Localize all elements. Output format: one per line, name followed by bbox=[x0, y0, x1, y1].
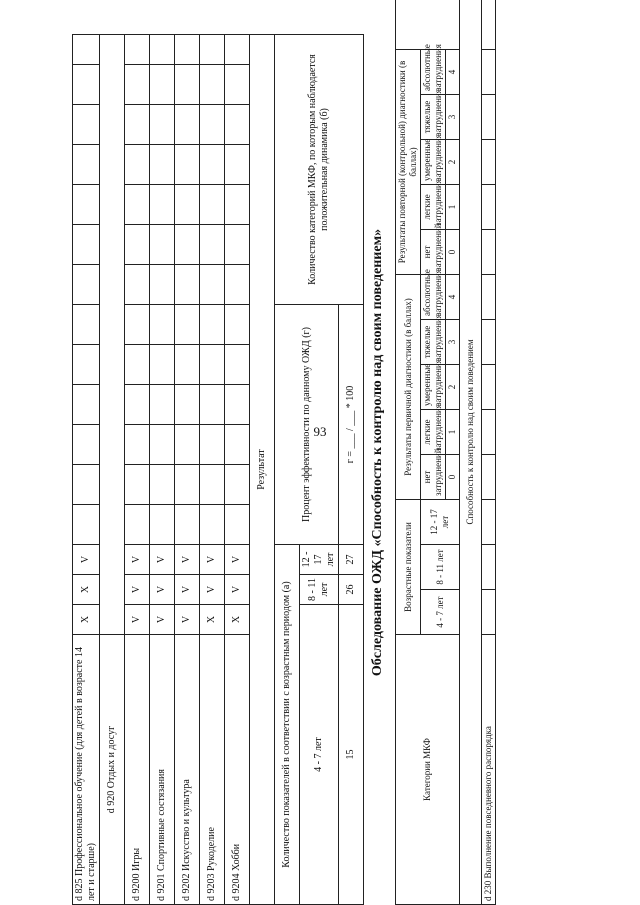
activity-empty-cell bbox=[150, 185, 175, 225]
survey-empty-cell bbox=[482, 320, 496, 365]
activity-empty-cell bbox=[225, 265, 250, 305]
activity-row bbox=[125, 35, 150, 905]
survey-empty-cell bbox=[482, 545, 496, 590]
activity-empty-cell bbox=[175, 265, 200, 305]
header-primary: Результаты первичной диагностики (в баллах) bbox=[396, 274, 421, 499]
age-value: 15 bbox=[339, 605, 364, 905]
survey-table bbox=[395, 0, 496, 905]
survey-empty-cell bbox=[482, 274, 496, 319]
survey-row-label: d 230 Выполнение повседневного распорядка bbox=[482, 635, 496, 905]
activity-empty-cell bbox=[73, 265, 100, 305]
activity-row bbox=[150, 35, 175, 905]
activity-empty-cell bbox=[150, 145, 175, 185]
activity-empty-cell bbox=[150, 385, 175, 425]
score-label: легкие затруднения bbox=[421, 410, 446, 455]
result-row bbox=[275, 35, 300, 905]
activity-empty-cell bbox=[125, 145, 150, 185]
formula: г = ___ / ___ * 100 bbox=[339, 305, 364, 545]
activity-empty-cell bbox=[125, 505, 150, 545]
activity-empty-cell bbox=[175, 425, 200, 465]
activity-mark: V bbox=[200, 545, 225, 575]
activity-empty-cell bbox=[150, 305, 175, 345]
activity-empty-cell bbox=[125, 65, 150, 105]
activity-mark: V bbox=[225, 575, 250, 605]
score-label: нет затруднений bbox=[421, 455, 446, 500]
activity-empty-cell bbox=[175, 105, 200, 145]
activity-empty-cell bbox=[125, 385, 150, 425]
activity-label: d 9203 Рукоделие bbox=[200, 635, 225, 905]
activity-empty-cell bbox=[73, 65, 100, 105]
activity-empty-cell bbox=[150, 105, 175, 145]
activity-empty-cell bbox=[225, 65, 250, 105]
score-value: 2 bbox=[446, 365, 460, 410]
activity-empty-cell bbox=[200, 65, 225, 105]
survey-empty-cell bbox=[482, 94, 496, 139]
activity-empty-cell bbox=[175, 145, 200, 185]
activity-mark: V bbox=[175, 575, 200, 605]
score-label: нет затруднений bbox=[421, 229, 446, 274]
activity-empty-cell bbox=[125, 35, 150, 65]
survey-empty-cell bbox=[482, 455, 496, 500]
activity-mark: X bbox=[200, 605, 225, 635]
age-group-header: 12 - 17 лет bbox=[421, 500, 460, 545]
age-group: 4 - 7 лет bbox=[300, 605, 339, 905]
activity-empty-cell bbox=[225, 345, 250, 385]
result-title: Результат bbox=[250, 35, 275, 905]
activity-empty-cell bbox=[200, 185, 225, 225]
section-title: Обследование ОЖД «Способность к контролю над своим поведением» bbox=[370, 228, 385, 677]
activity-empty-cell bbox=[175, 65, 200, 105]
activity-empty-cell bbox=[175, 225, 200, 265]
header-empty bbox=[396, 0, 460, 49]
activity-label: d 920 Отдых и досуг bbox=[100, 635, 125, 905]
activity-empty-cell bbox=[200, 465, 225, 505]
activity-empty-cell bbox=[200, 425, 225, 465]
score-value: 1 bbox=[446, 410, 460, 455]
survey-empty-cell bbox=[482, 365, 496, 410]
result-row bbox=[250, 35, 275, 905]
survey-empty-cell bbox=[482, 500, 496, 545]
score-value: 4 bbox=[446, 274, 460, 319]
activity-empty-cell bbox=[125, 425, 150, 465]
activity-empty-cell bbox=[225, 185, 250, 225]
activity-empty-cell bbox=[200, 145, 225, 185]
activity-empty-cell bbox=[175, 35, 200, 65]
activity-empty-cell bbox=[225, 465, 250, 505]
activity-empty-cell bbox=[150, 225, 175, 265]
activity-empty-cell bbox=[73, 465, 100, 505]
survey-empty-cell bbox=[482, 590, 496, 635]
activity-empty-cell bbox=[73, 385, 100, 425]
activity-empty-cell bbox=[125, 105, 150, 145]
survey-empty-cell bbox=[482, 139, 496, 184]
activity-empty-cell bbox=[73, 305, 100, 345]
age-value: 27 bbox=[339, 545, 364, 575]
activity-label: d 9200 Игры bbox=[125, 635, 150, 905]
page-number: 93 bbox=[313, 424, 327, 439]
activity-mark: V bbox=[125, 605, 150, 635]
activity-empty-cell bbox=[200, 345, 225, 385]
score-value: 4 bbox=[446, 49, 460, 94]
activity-mark: X bbox=[73, 605, 100, 635]
survey-empty-cell bbox=[482, 49, 496, 94]
age-group: 8 - 11 лет bbox=[300, 575, 339, 605]
score-label: тяжелые затруднения bbox=[421, 320, 446, 365]
score-label: легкие затруднения bbox=[421, 184, 446, 229]
activity-row bbox=[200, 35, 225, 905]
activity-mark: V bbox=[150, 605, 175, 635]
header-age: Возрастные показатели bbox=[396, 500, 421, 635]
activity-empty-cell bbox=[225, 425, 250, 465]
activity-empty-cell bbox=[200, 385, 225, 425]
result-col-b: Количество категорий МКФ, по которым наблюдается положительная динамика (б) bbox=[275, 35, 364, 305]
activity-mark: V bbox=[150, 575, 175, 605]
activity-empty-cell bbox=[150, 505, 175, 545]
activity-empty-cell bbox=[73, 505, 100, 545]
survey-empty-cell bbox=[482, 184, 496, 229]
age-group-header: 4 - 7 лет bbox=[421, 590, 460, 635]
activity-empty-cell bbox=[225, 105, 250, 145]
score-label: абсолютные затруднения bbox=[421, 274, 446, 319]
activity-empty-cell bbox=[175, 305, 200, 345]
activity-empty-cell bbox=[200, 35, 225, 65]
activity-row bbox=[73, 35, 100, 905]
activity-empty-cell bbox=[125, 265, 150, 305]
header-repeat: Результаты повторной (контрольной) диагностики (в баллах) bbox=[396, 49, 421, 274]
activity-empty-cell bbox=[225, 505, 250, 545]
activity-empty-cell bbox=[175, 505, 200, 545]
activity-empty-cell bbox=[73, 35, 100, 65]
activity-empty-cell bbox=[225, 35, 250, 65]
activity-empty-cell bbox=[150, 345, 175, 385]
activity-empty-cell bbox=[73, 185, 100, 225]
activity-empty-cell bbox=[150, 65, 175, 105]
survey-row bbox=[482, 0, 496, 905]
score-label: абсолютные затруднения bbox=[421, 49, 446, 94]
activity-empty-cell bbox=[73, 345, 100, 385]
activity-empty-cell bbox=[200, 305, 225, 345]
activity-mark: V bbox=[150, 545, 175, 575]
activity-empty-cell bbox=[225, 225, 250, 265]
activity-empty-cell bbox=[200, 265, 225, 305]
activity-empty-cell bbox=[150, 35, 175, 65]
activity-label: d 825 Профессиональное обучение (для детей в возрасте 14 лет и старше) bbox=[73, 635, 100, 905]
activity-empty-cell bbox=[73, 145, 100, 185]
activity-empty-cell bbox=[200, 105, 225, 145]
activity-mark: X bbox=[73, 575, 100, 605]
activity-empty-cell bbox=[125, 185, 150, 225]
score-value: 0 bbox=[446, 229, 460, 274]
score-label: умеренные затруднения bbox=[421, 365, 446, 410]
activity-empty-cell bbox=[150, 465, 175, 505]
score-value: 2 bbox=[446, 139, 460, 184]
score-label: тяжелые затруднения bbox=[421, 94, 446, 139]
activity-empty-cell bbox=[175, 385, 200, 425]
result-col-a: Количество показателей в соответствии с возрастным периодом (а) bbox=[275, 545, 300, 905]
age-value: 26 bbox=[339, 575, 364, 605]
activity-empty-cell bbox=[125, 225, 150, 265]
score-label: умеренные затруднения bbox=[421, 139, 446, 184]
activity-empty-cell bbox=[175, 465, 200, 505]
activity-mark: X bbox=[225, 605, 250, 635]
activity-empty-cell bbox=[125, 465, 150, 505]
activity-empty-cell bbox=[200, 225, 225, 265]
activity-empty-cell bbox=[225, 305, 250, 345]
activity-table bbox=[72, 34, 364, 905]
activity-mark: V bbox=[73, 545, 100, 575]
survey-empty-cell bbox=[482, 410, 496, 455]
activity-empty-cell bbox=[73, 105, 100, 145]
score-value: 0 bbox=[446, 455, 460, 500]
survey-empty-cell bbox=[482, 0, 496, 49]
activity-label: d 9201 Спортивные состязания bbox=[150, 635, 175, 905]
header-categories: Категории МКФ bbox=[396, 635, 460, 905]
activity-label: d 9204 Хобби bbox=[225, 635, 250, 905]
activity-mark: V bbox=[125, 575, 150, 605]
activity-empty-cell bbox=[200, 505, 225, 545]
activity-mark: V bbox=[225, 545, 250, 575]
activity-empty-cell bbox=[225, 145, 250, 185]
age-group-header: 8 - 11 лет bbox=[421, 545, 460, 590]
section-row: Способность к контролю над своим поведением bbox=[460, 0, 482, 905]
age-group: 12 - 17 лет bbox=[300, 545, 339, 575]
activity-empty-cell bbox=[150, 425, 175, 465]
activity-row bbox=[175, 35, 200, 905]
activity-mark: V bbox=[200, 575, 225, 605]
activity-row bbox=[225, 35, 250, 905]
activity-empty-cell bbox=[73, 225, 100, 265]
activity-mark: V bbox=[175, 605, 200, 635]
score-value: 1 bbox=[446, 184, 460, 229]
activity-empty-cell bbox=[100, 35, 125, 635]
activity-empty-cell bbox=[225, 385, 250, 425]
activity-mark: V bbox=[125, 545, 150, 575]
activity-empty-cell bbox=[125, 305, 150, 345]
activity-empty-cell bbox=[125, 345, 150, 385]
activity-empty-cell bbox=[175, 345, 200, 385]
result-col-g: Процент эффективности по данному ОЖД (г) bbox=[275, 305, 339, 545]
activity-empty-cell bbox=[175, 185, 200, 225]
score-value: 3 bbox=[446, 320, 460, 365]
activity-mark: V bbox=[175, 545, 200, 575]
activity-empty-cell bbox=[150, 265, 175, 305]
score-value: 3 bbox=[446, 94, 460, 139]
activity-label: d 9202 Искусство и культура bbox=[175, 635, 200, 905]
survey-empty-cell bbox=[482, 229, 496, 274]
activity-row bbox=[100, 35, 125, 905]
activity-empty-cell bbox=[73, 425, 100, 465]
